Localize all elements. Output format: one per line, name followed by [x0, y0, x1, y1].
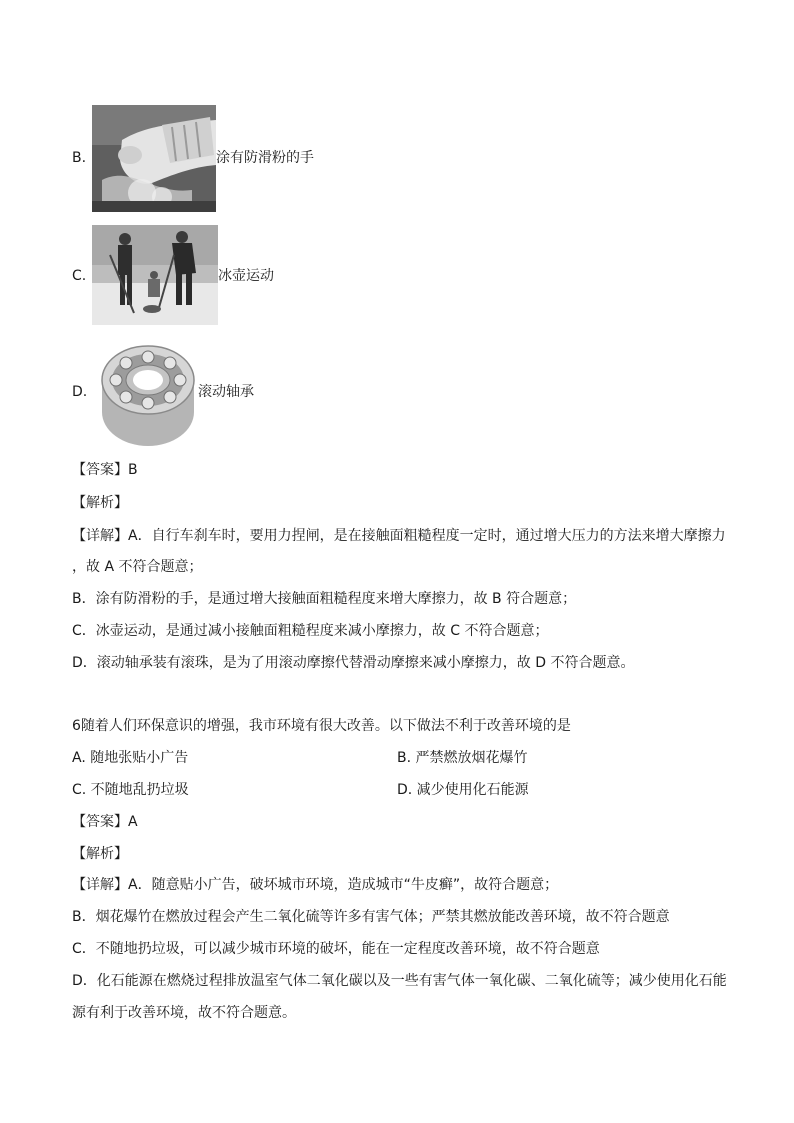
- q6-detail-d-line1: D．化石能源在燃烧过程排放温室气体二氧化碳以及一些有害气体一氧化碳、二氧化硫等；减少使用化石能: [72, 973, 727, 989]
- q6-answer: 【答案】A: [72, 814, 138, 830]
- option-b-caption: 涂有防滑粉的手: [216, 150, 314, 166]
- q5-answer: 【答案】B: [72, 462, 138, 478]
- option-d-caption: 滚动轴承: [198, 384, 254, 400]
- option-c-curling-photo: [92, 225, 218, 325]
- q5-detail-a-line1: 【详解】A．自行车刹车时，要用力捏闸，是在接触面粗糙程度一定时，通过增大压力的方法来增大摩擦力: [72, 528, 726, 544]
- q6-option-d: D. 减少使用化石能源: [397, 782, 529, 798]
- option-c-caption: 冰壶运动: [218, 268, 274, 284]
- q5-detail-b: B．涂有防滑粉的手，是通过增大接触面粗糙程度来增大摩擦力，故 B 符合题意；: [72, 591, 577, 607]
- option-d-letter: D.: [72, 384, 88, 400]
- q6-detail-d-line2: 源有利于改善环境，故不符合题意。: [72, 1005, 296, 1021]
- q5-detail-c: C．冰壶运动，是通过减小接触面粗糙程度来减小摩擦力，故 C 不符合题意；: [72, 623, 549, 639]
- option-c-letter: C.: [72, 268, 87, 284]
- q6-option-b: B. 严禁燃放烟花爆竹: [397, 750, 528, 766]
- q6-stem: 6随着人们环保意识的增强，我市环境有很大改善。以下做法不利于改善环境的是: [72, 718, 571, 734]
- option-d-bearing-photo: [92, 340, 198, 448]
- option-b-hand-photo: [92, 105, 216, 212]
- q6-detail-a: 【详解】A．随意贴小广告，破坏城市环境，造成城市“牛皮癣”，故符合题意；: [72, 877, 559, 893]
- q5-detail-d: D．滚动轴承装有滚珠，是为了用滚动摩擦代替滑动摩擦来减小摩擦力，故 D 不符合题意。: [72, 655, 635, 671]
- q6-analysis-label: 【解析】: [72, 846, 128, 862]
- option-b-letter: B.: [72, 150, 87, 166]
- q6-detail-c: C．不随地扔垃圾，可以减少城市环境的破坏，能在一定程度改善环境，故不符合题意: [72, 941, 600, 957]
- q6-detail-b: B．烟花爆竹在燃放过程会产生二氧化硫等许多有害气体；严禁其燃放能改善环境，故不符合题意: [72, 909, 670, 925]
- q6-option-a: A. 随地张贴小广告: [72, 750, 189, 766]
- q5-analysis-label: 【解析】: [72, 495, 128, 511]
- q5-detail-a-line2: ，故 A 不符合题意；: [72, 559, 203, 575]
- q6-option-c: C. 不随地乱扔垃圾: [72, 782, 189, 798]
